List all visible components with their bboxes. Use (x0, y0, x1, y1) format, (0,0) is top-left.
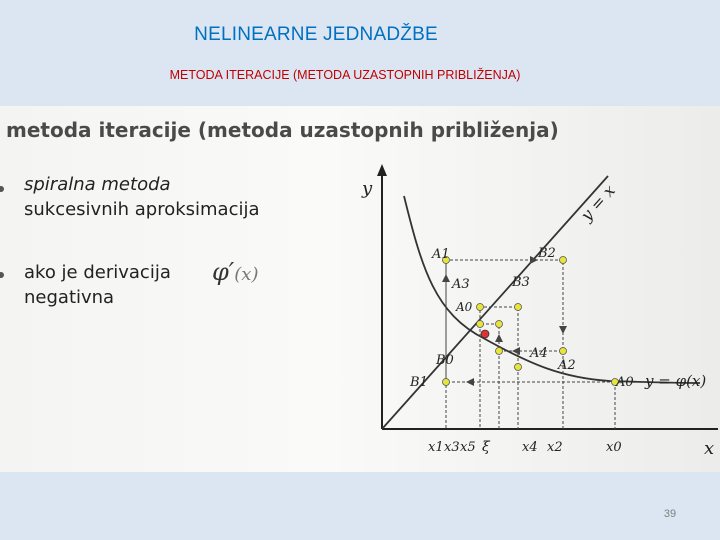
bullet-dot (0, 186, 4, 192)
figure-heading: metoda iteracije (metoda uzastopnih približenja) (6, 118, 559, 142)
point-label-a1: A1 (432, 247, 450, 262)
point-label-b2: B2 (538, 246, 556, 261)
slide-subtitle: METODA ITERACIJE (METODA UZASTOPNIH PRIBLIŽENJA) (169, 68, 521, 82)
point-label-a2: A2 (558, 358, 576, 373)
bullet-1-line1: spiralna metoda (24, 174, 171, 195)
x-tick-x2: x2 (547, 440, 563, 455)
point-label-b0: B0 (436, 353, 454, 368)
point-label-a0: A0 (616, 375, 634, 390)
x-tick-x3: x3 (444, 440, 460, 455)
point-label-a4: A4 (530, 346, 548, 361)
fixed-point-marker (481, 330, 489, 338)
identity-line-label: y = x (576, 181, 619, 225)
x-tick-x5: x5 (460, 440, 476, 455)
iteration-points (443, 257, 619, 386)
spiral-path (446, 260, 615, 429)
x-axis-label: x (704, 438, 715, 459)
curve-label: y = φ(x) (645, 372, 707, 390)
bullet-1-line2: sukcesivnih aproksimacija (24, 199, 260, 220)
identity-line (382, 176, 608, 429)
point-label-a5: A0 (456, 300, 473, 314)
bullet-2 (24, 260, 171, 310)
y-axis-arrow (377, 164, 387, 176)
x-tick-x0: x0 (606, 440, 622, 455)
point-label-a3: A3 (452, 277, 470, 292)
x-tick-x4: x4 (522, 440, 538, 455)
slide-title: NELINEARNE JEDNADŽBE (194, 24, 438, 45)
scanned-figure (0, 106, 720, 472)
derivative-label (212, 258, 258, 286)
point-label-b3: B3 (512, 275, 530, 290)
x-tick-x1: x1 (428, 440, 444, 455)
bullet-2-line1: ako je derivacija (24, 262, 171, 283)
x-tick-xi: ξ (482, 439, 490, 455)
spiral-arrows (442, 256, 567, 386)
derivative-argument: (x) (234, 264, 259, 285)
point-label-b1: B1 (410, 375, 428, 390)
bullet-1 (24, 172, 260, 222)
y-axis-label: y (362, 178, 373, 199)
page-number: 39 (663, 508, 677, 520)
bullet-dot (0, 272, 4, 278)
bullet-2-line2: negativna (24, 287, 115, 308)
iteration-graph (340, 164, 720, 464)
derivative-symbol: φ′ (212, 258, 235, 286)
